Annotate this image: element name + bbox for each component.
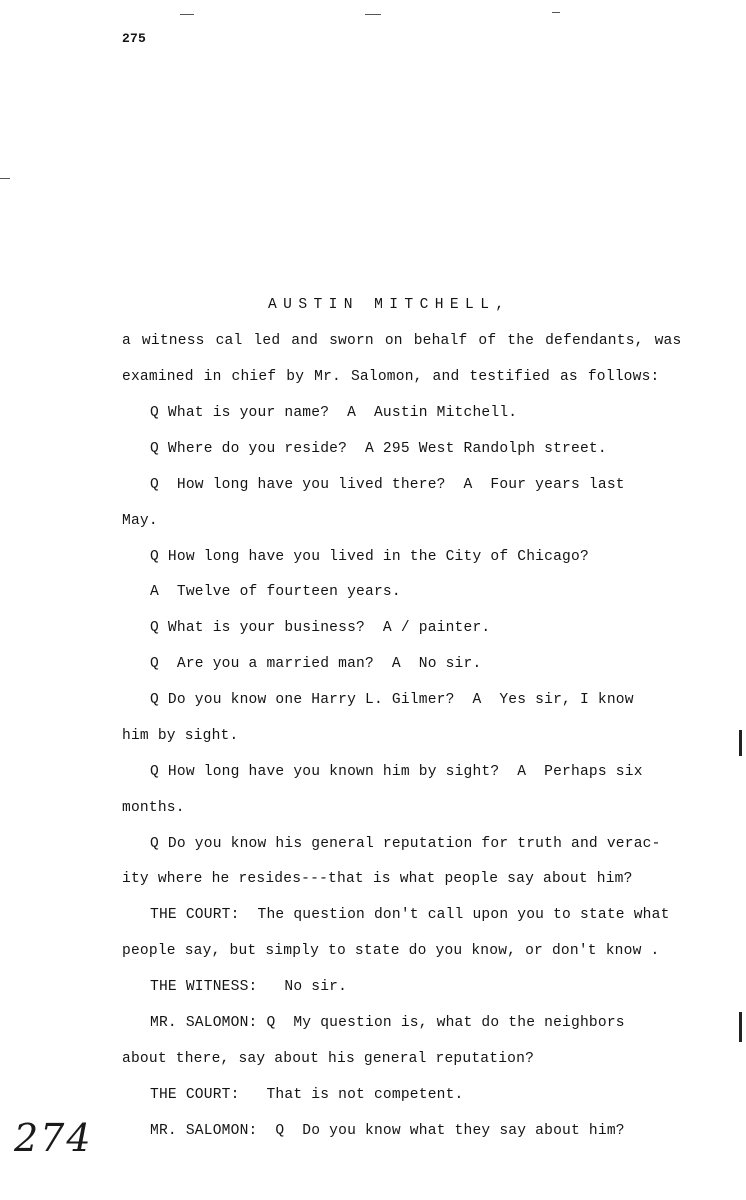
court-statement-continuation: people say, but simply to state do you know, or don't know . [122,943,660,959]
witness-heading: AUSTIN MITCHELL, [268,297,511,313]
court-statement: THE COURT: The question don't call upon you to state what [150,907,670,923]
answer-continuation: May. [122,513,158,529]
question-line: Q How long have you lived there? A Four years last [150,477,625,493]
top-edge-mark [365,14,381,15]
counsel-question-continuation: about there, say about his general reputation? [122,1051,535,1067]
handwritten-margin-note: 274 [14,1116,93,1160]
question-line: Q Do you know one Harry L. Gilmer? A Yes sir, I know [150,692,634,708]
body-line: a witness cal led and sworn on behalf of the defendants, was [122,333,682,349]
answer-continuation: him by sight. [122,728,239,744]
question-line: Q What is your name? A Austin Mitchell. [150,405,518,421]
question-line: Q Where do you reside? A 295 West Randolph street. [150,441,607,457]
question-continuation: ity where he resides---that is what people say about him? [122,871,633,887]
question-line: Q Are you a married man? A No sir. [150,656,482,672]
answer-line: A Twelve of fourteen years. [150,584,401,600]
answer-continuation: months. [122,800,185,816]
counsel-question: MR. SALOMON: Q Do you know what they say about him? [150,1123,625,1139]
edge-mark [0,178,10,179]
question-line: Q How long have you lived in the City of Chicago? [150,549,589,565]
witness-statement: THE WITNESS: No sir. [150,979,348,995]
question-line: Q Do you know his general reputation for truth and verac- [150,836,661,852]
counsel-question: MR. SALOMON: Q My question is, what do the neighbors [150,1015,625,1031]
binding-mark [739,1012,742,1042]
top-edge-mark [180,14,194,15]
top-edge-mark [552,12,560,13]
question-line: Q What is your business? A / painter. [150,620,491,636]
binding-mark [739,730,742,756]
court-statement: THE COURT: That is not competent. [150,1087,464,1103]
question-line: Q How long have you known him by sight? A Perhaps six [150,764,643,780]
page-number: 275 [122,31,147,46]
body-line: examined in chief by Mr. Salomon, and testified as follows: [122,369,660,385]
